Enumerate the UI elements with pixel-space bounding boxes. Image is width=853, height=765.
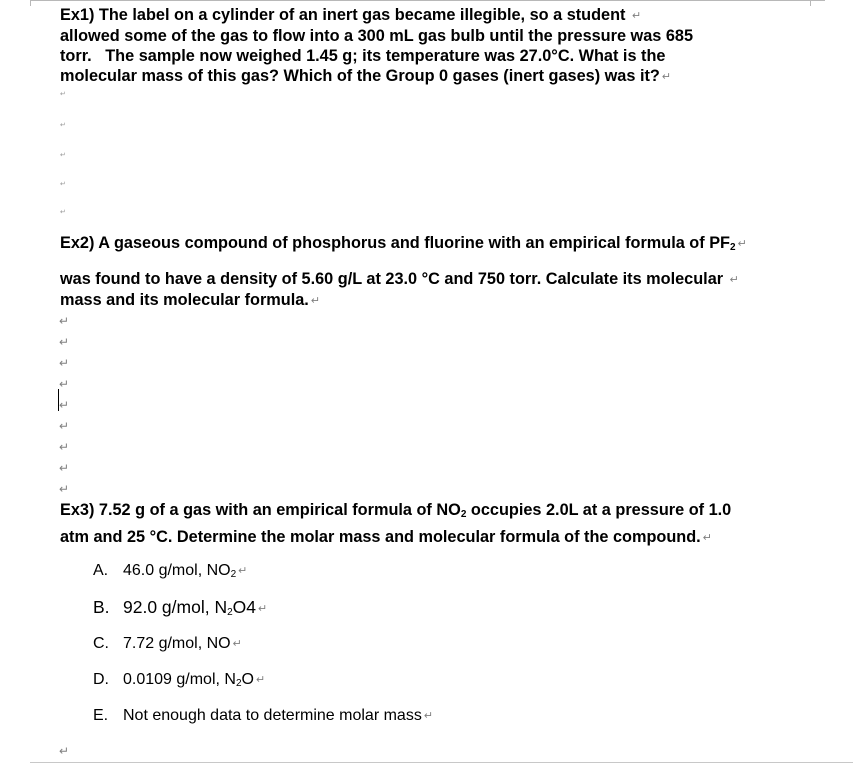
paragraph-mark: ↵ <box>255 674 266 686</box>
option-e[interactable]: E. Not enough data to determine molar mass ↵ <box>93 707 434 724</box>
line-break-mark: ↵ <box>632 10 642 22</box>
paragraph-mark: ↵ <box>423 710 434 722</box>
empty-paragraph-mark: ↵ <box>60 209 66 216</box>
ex2-line-3: mass and its molecular formula. ↵ <box>60 291 321 309</box>
empty-paragraph-mark: ↵ <box>59 335 70 349</box>
option-d[interactable]: D. 0.0109 g/mol, $N_2O$ ↵ <box>93 671 266 689</box>
paragraph-mark: ↵ <box>702 532 712 544</box>
ex1-line-3: torr. The sample now weighed 1.45 g; its temperature was 27.0°C. What is the <box>60 47 666 65</box>
paragraph-mark: ↵ <box>310 295 321 307</box>
ex3-line-2: atm and 25 °C. Determine the molar mass and molecular formula of the compound. ↵ <box>60 528 712 546</box>
ex1-line-2: allowed some of the gas to flow into a 300 mL gas bulb until the pressure was 685 <box>60 27 694 45</box>
ex2-question-line-1[interactable]: Ex2) A gaseous compound of phosphorus and fluorine with an empirical formula of $PF_2$ ↵ <box>60 234 747 253</box>
paragraph-mark: ↵ <box>238 565 248 577</box>
empty-paragraph-mark: ↵ <box>59 314 70 328</box>
empty-paragraph-mark: ↵ <box>59 440 70 454</box>
empty-paragraph-mark: ↵ <box>60 91 66 98</box>
option-a[interactable]: A. 46.0 g/mol, $NO_2$ ↵ <box>93 562 248 580</box>
empty-paragraph-mark: ↵ <box>59 398 70 412</box>
page-bottom-border <box>30 762 853 763</box>
ex2-line-2: was found to have a density of 5.60 g/L at 23.0 °C and 750 torr. Calculate its molecular ↵ <box>60 270 739 288</box>
empty-paragraph-mark: ↵ <box>59 377 70 391</box>
ex3-line-1: Ex3) 7.52 g of a gas with an empirical formula of $NO_2$ occupies 2.0L at a pressure of 1.0 <box>60 501 732 520</box>
empty-paragraph-mark: ↵ <box>60 152 66 159</box>
ex1-question[interactable] <box>60 5 830 87</box>
empty-paragraph-mark: ↵ <box>60 181 66 188</box>
ex1-line-4: molecular mass of this gas? Which of the Group 0 gases (inert gases) was it? ↵ <box>60 67 672 85</box>
ex2-question-body[interactable] <box>60 269 830 311</box>
ex3-question[interactable] <box>60 500 830 548</box>
empty-paragraph-mark: ↵ <box>59 482 70 496</box>
ex1-line-1: Ex1) The label on a cylinder of an inert gas became illegible, so a student ↵ <box>60 6 642 24</box>
option-c[interactable]: C. 7.72 g/mol, NO ↵ <box>93 635 242 652</box>
line-break-mark: ↵ <box>729 274 739 286</box>
empty-paragraph-mark: ↵ <box>59 419 70 433</box>
empty-paragraph-mark: ↵ <box>59 356 70 370</box>
page-corner-mark-left <box>30 0 31 6</box>
empty-paragraph-mark: ↵ <box>60 122 66 129</box>
page-top-border <box>30 0 825 1</box>
paragraph-mark: ↵ <box>737 238 747 250</box>
empty-paragraph-mark: ↵ <box>59 744 70 758</box>
paragraph-mark: ↵ <box>661 71 672 83</box>
paragraph-mark: ↵ <box>258 603 268 615</box>
option-b[interactable]: B. 92.0 g/mol, $N_2O4$ ↵ <box>93 597 268 618</box>
text-cursor <box>58 389 59 411</box>
empty-paragraph-mark: ↵ <box>59 461 70 475</box>
paragraph-mark: ↵ <box>232 638 242 650</box>
